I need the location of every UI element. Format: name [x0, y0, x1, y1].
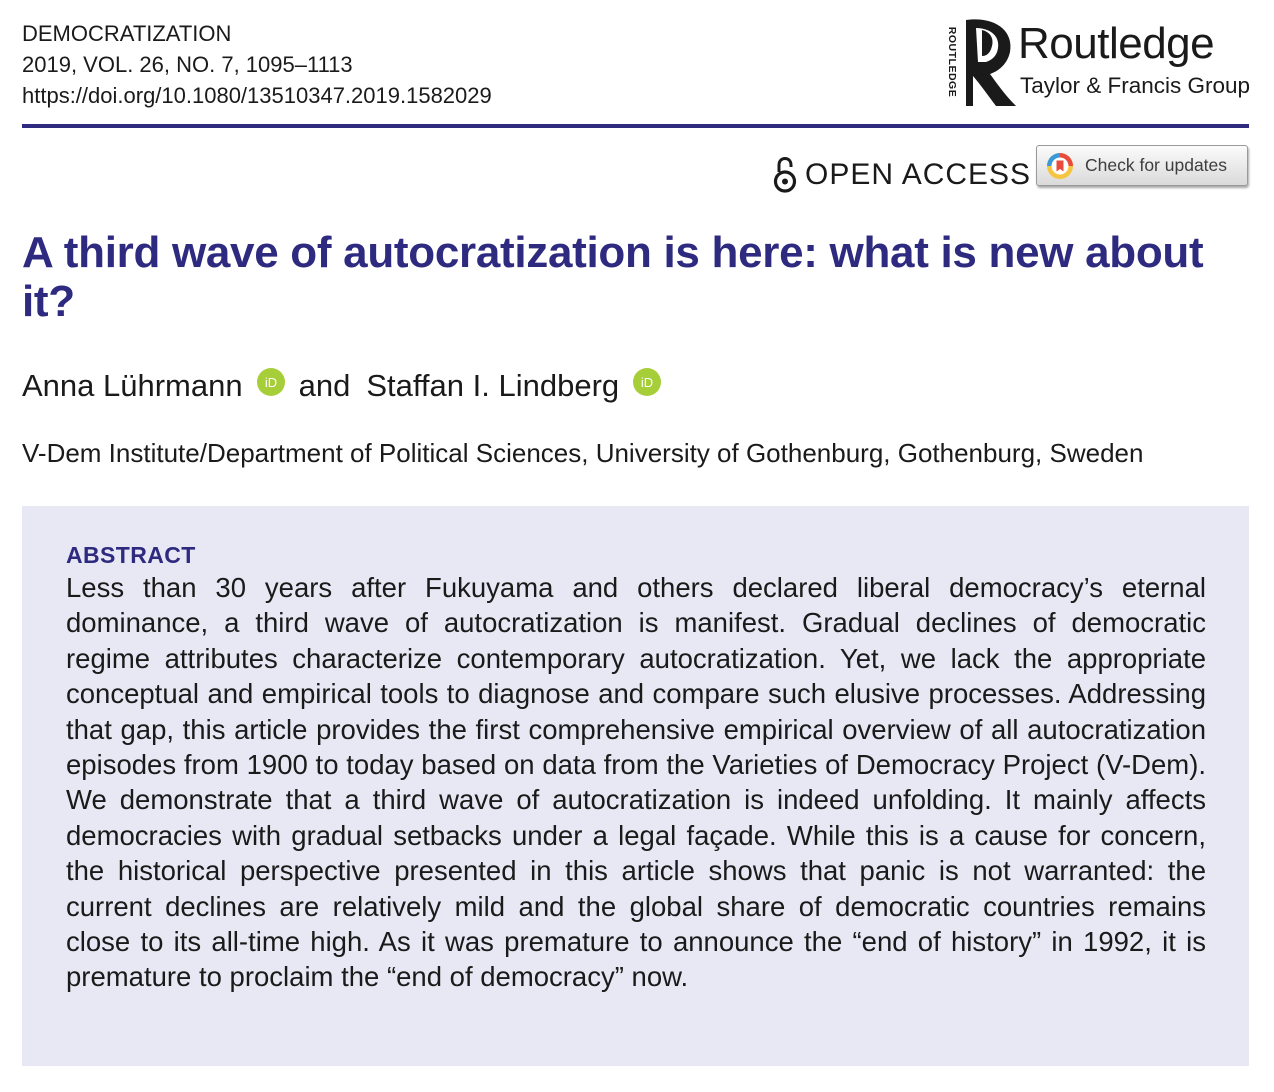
- publisher-logo: [942, 16, 1252, 108]
- check-for-updates-button[interactable]: [1036, 145, 1248, 186]
- abstract-box: [22, 506, 1249, 1066]
- author-conjunction: and: [298, 368, 351, 403]
- journal-citation: 2019, VOL. 26, NO. 7, 1095–1113: [22, 52, 353, 77]
- publisher-name: Routledge: [1018, 19, 1215, 68]
- journal-name: DEMOCRATIZATION: [22, 21, 232, 46]
- routledge-profile-logo: [960, 16, 1018, 108]
- orcid-icon[interactable]: [633, 368, 661, 396]
- svg-text:iD: iD: [641, 375, 654, 390]
- check-for-updates-label: Check for updates: [1085, 155, 1228, 175]
- doi-link[interactable]: https://doi.org/10.1080/13510347.2019.1582029: [22, 83, 492, 108]
- author-name[interactable]: Staffan I. Lindberg: [366, 368, 620, 403]
- orcid-icon[interactable]: [257, 368, 285, 396]
- open-access-badge: [773, 154, 1031, 196]
- author-list: [22, 366, 675, 406]
- author-affiliation: V-Dem Institute/Department of Political Sciences, University of Gothenburg, Gothenburg, Sweden: [22, 438, 1144, 468]
- author-name[interactable]: Anna Lührmann: [22, 368, 243, 403]
- open-padlock-icon: [773, 157, 797, 193]
- abstract-heading: ABSTRACT: [66, 542, 196, 568]
- journal-metadata: [22, 18, 492, 111]
- publisher-group: Taylor & Francis Group: [1020, 73, 1251, 98]
- abstract-text: Less than 30 years after Fukuyama and others declared liberal democracy’s eternal dominance, a third wave of autocratization is manifest. Gradual declines of democratic regime attributes characterize contemporary autocratization. Yet, we lack the appropriate conceptual and empirical tools to diagnose and compare such elusive processes. Addressing that gap, this article provides the first comprehensive empirical overview of all autocratization episodes from 1900 to today based on data from the Varieties of Democracy Project (V-Dem). We demonstrate that a third wave of autocratization is indeed unfolding. It mainly affects democracies with gradual setbacks under a legal façade. While this is a cause for concern, the historical perspective presented in this article shows that panic is not warranted: the current declines are relatively mild and the global share of democratic countries remains close to its all-time high. As it was premature to announce the “end of history” in 1992, it is premature to proclaim the “end of democracy” now.: [66, 572, 1206, 993]
- svg-text:iD: iD: [264, 375, 277, 390]
- article-title: A third wave of autocratization is here: what is new about it?: [22, 228, 1204, 326]
- crossmark-icon: [1045, 151, 1075, 181]
- publisher-vertical-mark: ROUTLEDGE: [946, 26, 959, 98]
- open-access-label: OPEN ACCESS: [805, 158, 1032, 191]
- header-divider: [22, 124, 1249, 128]
